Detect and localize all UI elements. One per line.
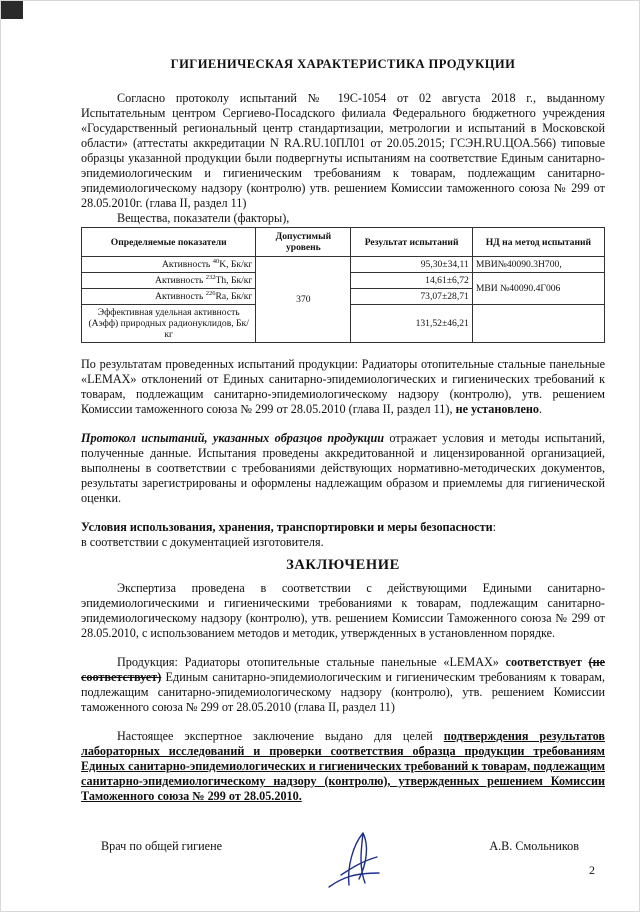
substances-label: Вещества, показатели (факторы), [117, 211, 290, 225]
scan-corner-mark [1, 1, 23, 19]
method-empty [472, 305, 604, 343]
document-title: ГИГИЕНИЧЕСКАЯ ХАРАКТЕРИСТИКА ПРОДУКЦИИ [170, 57, 516, 71]
conditions-text: в соответствии с документацией изготовителя. [81, 535, 324, 549]
header-result: Результат испытаний [351, 228, 472, 257]
conditions-heading: Условия использования, хранения, транспортировки и меры безопасности: [81, 520, 496, 534]
header-permissible-level: Допустимый уровень [256, 228, 351, 257]
indicator-effective-activity: Эффективная удельная активность (Аэфф) природных радионуклидов, Бк/кг [82, 305, 256, 343]
signature-mark [319, 827, 389, 889]
results-table [81, 227, 605, 343]
intro-paragraph: Согласно протоколу испытаний № 19С-1054 от 02 августа 2018 г., выданному Испытательным центром Сергиево-Посадского филиала Федерального бюджетного учреждения «Государственный региональный центр стандартизации, метрологии и испытаний в Московской области» (аттестаты аккредитации N RA.RU.10ПЛ01 от 20.05.2015; ГСЭН.RU.ЦОА.566) типовые образцы указанной продукции были подвергнуты испытаниям на соответствие Единым санитарно-эпидемиологическим и гигиеническим требованиям к товарам, подлежащим санитарно-эпидемиологическому надзору (контролю) утв. решением Комиссии таможенного союза № 299 от 28.05.2010г. (глава II, раздел 11) [81, 91, 605, 210]
product-paragraph: Продукция: Радиаторы отопительные стальные панельные «LEMAX» соответствует (не соответствует) Единым санитарно-эпидемиологическим и гигиеническим требованиям к товарам, подлежащим санитарно-эпидемиологическому надзору (контролю), утв. решением Комиссии таможенного союза № 299 от 28.05.2010 (глава II, раздел 11) [81, 655, 606, 714]
conclusion-title: ЗАКЛЮЧЕНИЕ [286, 557, 400, 573]
result-ra226: 73,07±28,71 [351, 289, 472, 305]
table-row [82, 257, 605, 273]
permissible-level-cell: 370 [256, 257, 351, 343]
results-table-header [82, 228, 605, 257]
results-paragraph: По результатам проведенных испытаний продукции: Радиаторы отопительные стальные панельные «LEMAX» отклонений от Единых санитарно-эпидемиологических и гигиенических требований к товарам, подлежащим санитарно-эпидемиологическому надзору (контролю), утв. решением Комиссии таможенного союза № 299 от 28.05.2010 (глава II, раздел 11), не установлено. [81, 357, 605, 416]
protocol-paragraph: Протокол испытаний, указанных образцов продукции отражает условия и методы испытаний, полученные данные. Испытания проведены аккредитованной и лицензированной организацией, выполнены в соответствии с требованиями действующих нормативно-методических документов, результаты зарегистрированы и оформлены надлежащим образом и приемлемы для гигиенической оценки. [81, 431, 605, 505]
header-indicator: Определяемые показатели [82, 228, 256, 257]
final-paragraph: Настоящее экспертное заключение выдано для целей подтверждения результатов лабораторных исследований и проверки соответствия образца продукции требованиям Единых санитарно-эпидемиологических и гигиенических требований к товарам, подлежащим санитарно-эпидемиологическому надзору (контролю), утвержденных решением Комиссии Таможенного союза № 299 от 28.05.2010. [81, 729, 605, 803]
indicator-th232: Активность $^{232}$Th, Бк/кг [82, 273, 256, 289]
header-method: НД на метод испытаний [472, 228, 604, 257]
method-1: МВИ№40090.3Н700, [472, 257, 604, 273]
signer-position: Врач по общей гигиене [101, 839, 223, 853]
result-effective-activity: 131,52±46,21 [351, 305, 472, 343]
expertise-paragraph: Экспертиза проведена в соответствии с действующими Едиными санитарно-эпидемиологическими и гигиеническими требованиями к товарам, подлежащим санитарно-эпидемиологическому надзору (контролю), утв. решением Комиссии Таможенного союза № 299 от 28.05.2010, с использованием методов и методик, утвержденных в установленном порядке. [81, 581, 605, 640]
signer-name: А.В. Смольников [489, 839, 579, 853]
page-number: 2 [589, 863, 595, 877]
document-body [81, 57, 605, 804]
indicator-ra226: Активность $^{226}$Ra, Бк/кг [82, 289, 256, 305]
method-2: МВИ №40090.4Г006 [472, 273, 604, 305]
indicator-k40: Активность $^{40}$K, Бк/кг [82, 257, 256, 273]
result-th232: 14,61±6,72 [351, 273, 472, 289]
result-k40: 95,30±34,11 [351, 257, 472, 273]
